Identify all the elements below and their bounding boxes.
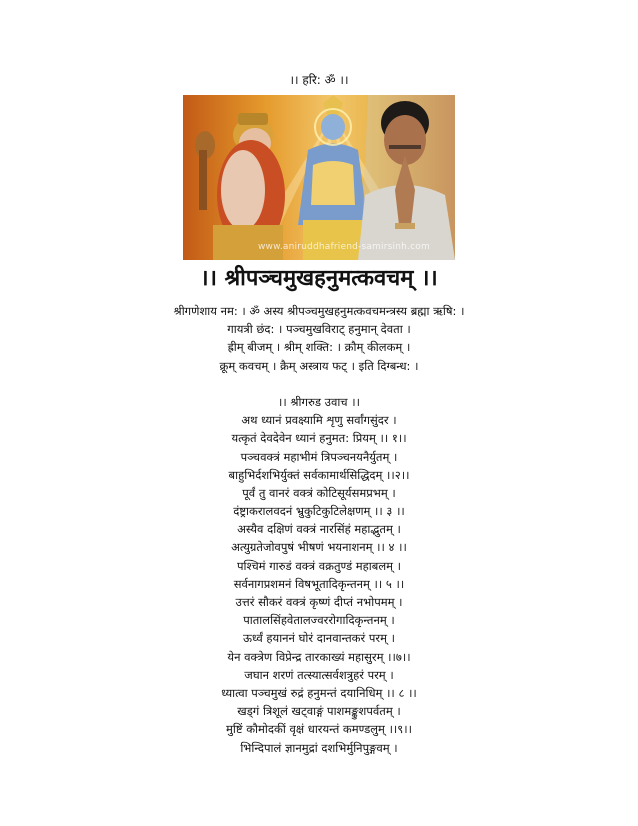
verse-block [0,302,638,757]
deity-figure [298,95,368,260]
intro-line: गायत्री छंद: । पञ्चमुखविराट् हनुमान् देवता । [227,322,411,337]
verse-line: ऊर्ध्वं हयाननं घोरं दानवान्तकरं परम् । [243,631,395,646]
photo-illustration [183,95,455,260]
verse-line: पञ्चवक्त्रं महाभीमं त्रिपञ्चनयनैर्युतम् । [240,449,398,464]
verse-line: मुष्टिं कौमोदकीं वृक्षं धारयन्तं कमण्डलुम् ।।९।। [225,722,412,737]
verse-line: सर्वनागप्रशमनं विषभूतादिकृन्तनम् ।। ५ ।। [233,576,405,591]
verse-line: यत्कृतं देवदेवेन ध्यानं हनुमत: प्रियम् ।। १।। [231,431,407,446]
verse-line: येन वक्त्रेण विप्रेन्द्र तारकाख्यं महासुरम् ।।७।। [227,649,411,664]
verse-line: पूर्वं तु वानरं वक्त्रं कोटिसूर्यसमप्रभम् । [242,485,396,500]
verse-line: जघान शरणं तत्स्यात्सर्वशत्रुहरं परम् । [244,667,394,682]
photo-watermark: www.aniruddhafriend-samirsinh.com [258,242,430,252]
hanuman-figure [195,113,285,260]
verse-line: पातालसिंहवेतालज्वररोगादिकृन्तनम् । [243,613,395,628]
verse-line: अथ ध्यानं प्रवक्ष्यामि शृणु सर्वांगसुंदर । [241,413,397,428]
verse-line: भिन्दिपालं ज्ञानमुद्रां दशभिर्मुनिपुङ्गवम् । [240,740,398,755]
verse-line: दंष्ट्राकरालवदनं भ्रुकुटिकुटिलेक्षणम् ।। ३ ।। [233,504,405,519]
devotional-photo [183,95,455,260]
spacer [0,375,638,393]
verse-line: खड्गं त्रिशूलं खट्वाङ्गं पाशमङ्कुशपर्वतम् । [237,704,401,719]
section-heading: ।। श्रीगरुड उवाच ।। [277,394,360,409]
page-title: ।। श्रीपञ्चमुखहनुमत्कवचम् ।। [200,266,438,291]
intro-line: श्रीगणेशाय नम: । ॐ अस्य श्रीपञ्चमुखहनुमत्कवचमन्त्रस्य ब्रह्मा ऋषि: । [173,304,465,318]
devotee-figure [358,95,455,260]
verse-line: उत्तरं सौकरं वक्त्रं कृष्णं दीप्तं नभोपमम् । [235,595,403,609]
verse-line: ध्यात्वा पञ्चमुखं रुद्रं हनुमन्तं दयानिधिम् ।। ८ ।। [221,685,417,700]
verse-line: अस्यैव दक्षिणं वक्त्रं नारसिंहं महाद्भुतम् । [237,522,401,537]
intro-line: क्रूम् कवचम् । क्रैम् अस्त्राय फट् । इति दिग्बन्ध: । [219,358,419,373]
invocation-header: ।। हरि: ॐ ।। [289,73,349,87]
verse-line: बाहुभिर्दशभिर्युक्तं सर्वकामार्थसिद्धिदम् ।।२।। [228,467,410,482]
verse-line: पश्चिमं गारुडं वक्त्रं वक्रतुण्डं महाबलम् । [236,558,402,573]
verse-line: अत्युग्रतेजोवपुषं भीषणं भयनाशनम् ।। ४ ।। [231,540,407,555]
intro-line: ह्रीम् बीजम् । श्रीम् शक्ति: । क्रौम् कीलकम् । [227,340,411,355]
